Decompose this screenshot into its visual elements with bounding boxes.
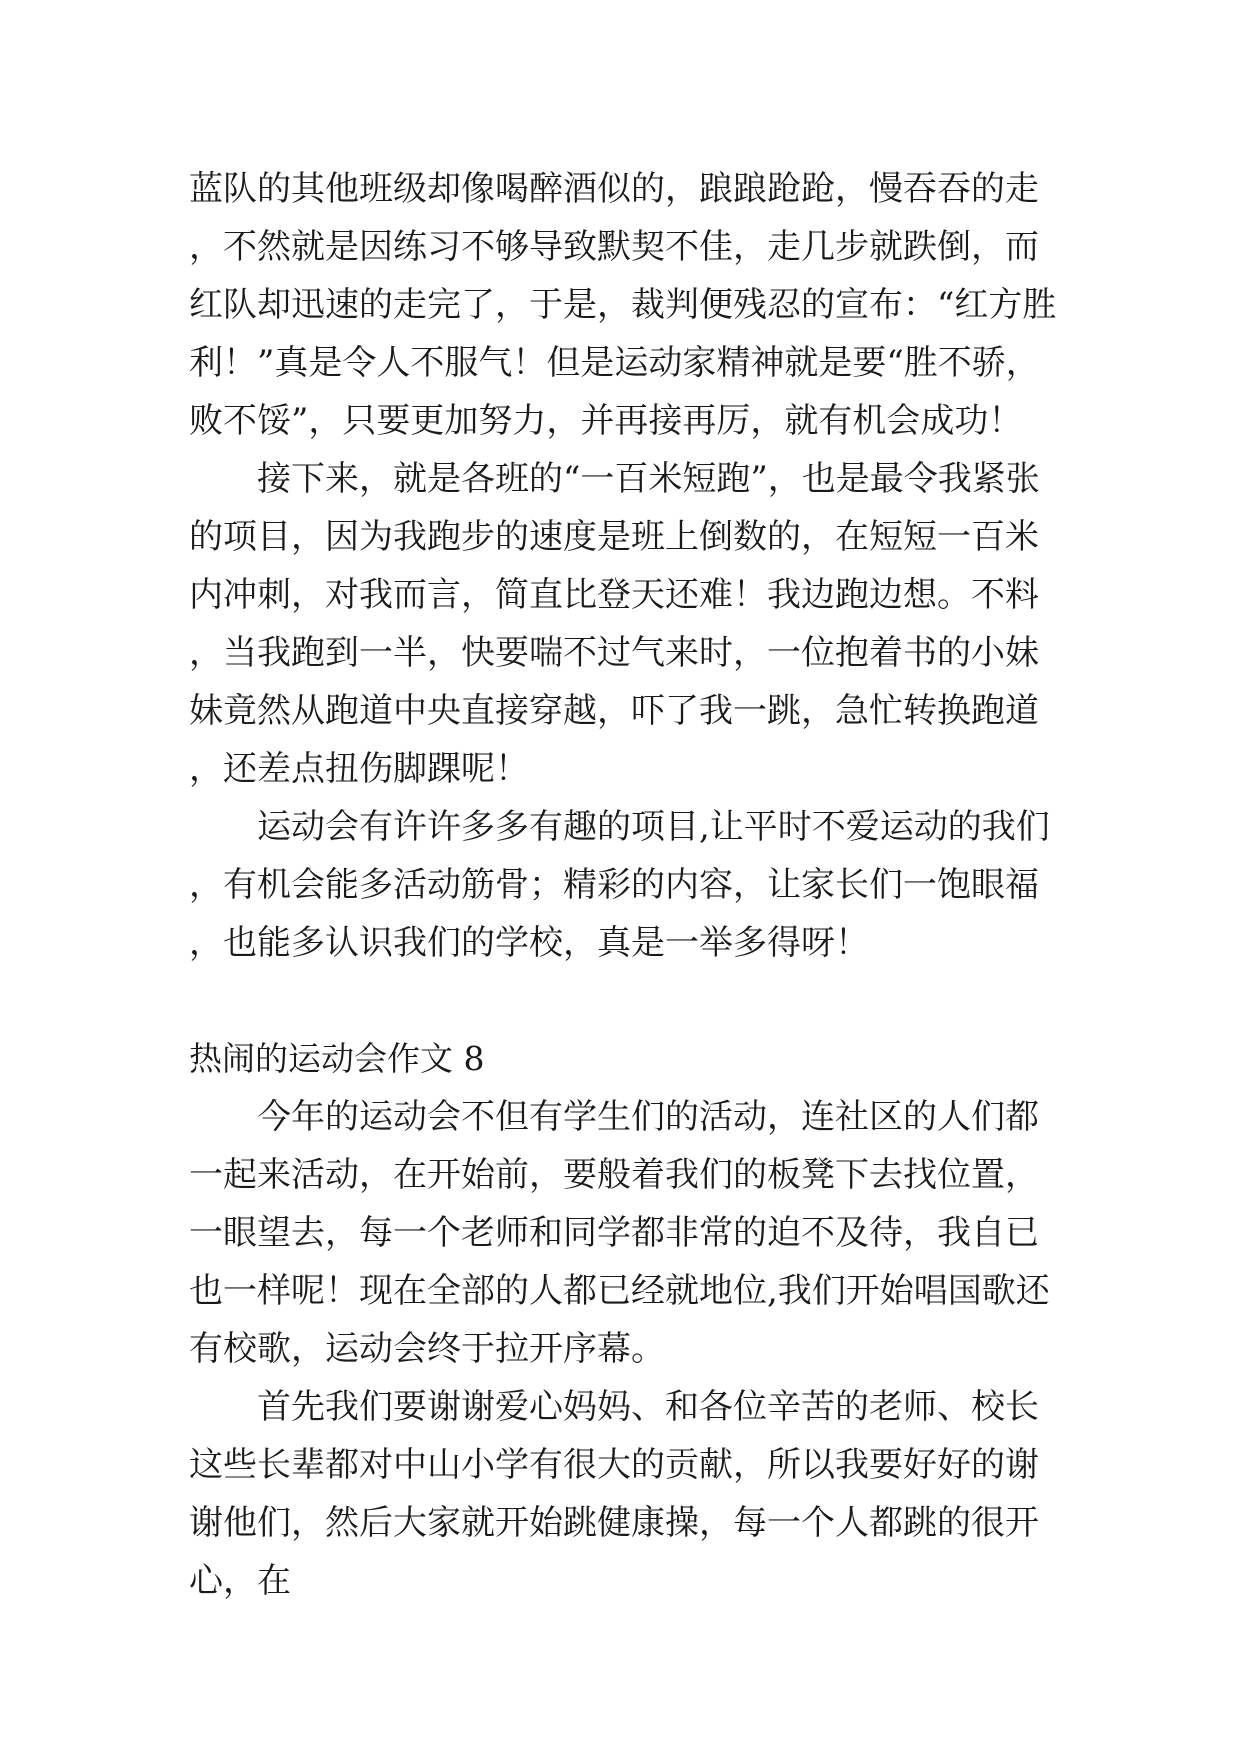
- paragraph-conclusion: 运动会有许许多多有趣的项目,让平时不爱运动的我们，有机会能多活动筋骨；精彩的内容，让家长们一饱眼福，也能多认识我们的学校，真是一举多得呀！: [189, 807, 1050, 963]
- document-body: [189, 160, 1069, 1610]
- paragraph-thanks: 首先我们要谢谢爱心妈妈、和各位辛苦的老师、校长这些长辈都对中山小学有很大的贡献，所以我要好好的谢谢他们，然后大家就开始跳健康操，每一个人都跳的很开心，在: [189, 1387, 1039, 1601]
- paragraph-opening: 今年的运动会不但有学生们的活动，连社区的人们都一起来活动，在开始前，要般着我们的板凳下去找位置，一眼望去，每一个老师和同学都非常的迫不及待，我自已也一样呢！现在全部的人都已经就地位,我们开始唱国歌还有校歌，运动会终于拉开序幕。: [189, 1097, 1050, 1369]
- paragraph-continuation: 蓝队的其他班级却像喝醉酒似的，踉踉跄跄，慢吞吞的走，不然就是因练习不够导致默契不佳，走几步就跌倒，而红队却迅速的走完了，于是，裁判便残忍的宣布：“红方胜利！”真是令人不服气！但是运动家精神就是要“胜不骄，败不馁”，只要更加努力，并再接再厉，就有机会成功！: [189, 169, 1057, 441]
- paragraph-sprint: 接下来，就是各班的“一百米短跑”，也是最令我紧张的项目，因为我跑步的速度是班上倒数的，在短短一百米内冲刺，对我而言，简直比登天还难！我边跑边想。不料，当我跑到一半，快要喘不过气来时，一位抱着书的小妹妹竟然从跑道中央直接穿越，吓了我一跳，急忙转换跑道，还差点扭伤脚踝呢！: [189, 459, 1040, 789]
- section-gap: [189, 972, 1069, 1030]
- essay-title: 热闹的运动会作文 8: [189, 1039, 485, 1078]
